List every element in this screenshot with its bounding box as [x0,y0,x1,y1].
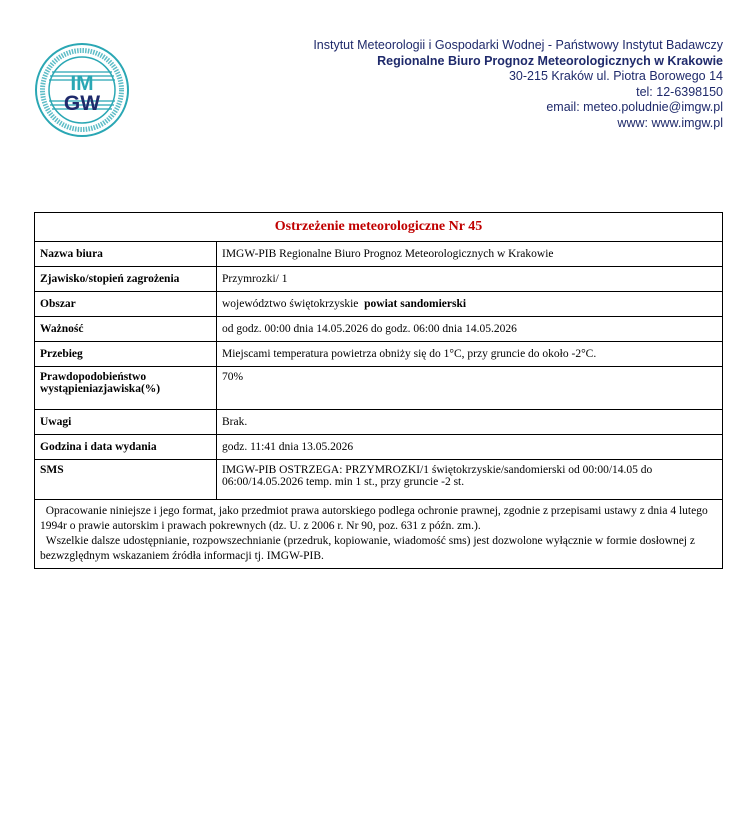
phone: tel: 12-6398150 [636,84,723,99]
logo-text-bottom: GW [63,92,101,115]
row-value-course: Miejscami temperatura powietrza obniży się do 1°C, przy gruncie do około -2°C. [217,342,723,367]
row-value-area [217,292,723,317]
office-name: Regionalne Biuro Prognoz Meteorologicznych w Krakowie [377,53,723,68]
row-label-notes: Uwagi [35,410,217,435]
table-row [35,292,723,317]
table-row [35,460,723,500]
row-value-sms: IMGW-PIB OSTRZEGA: PRZYMROZKI/1 świętokrzyskie/sandomierski od 00:00/14.05 do 06:00/14.05.2026 temp. min 1 st., przy gruncie -2 st. [217,460,723,500]
row-label-validity: Ważność [35,317,217,342]
row-value-issued: godz. 11:41 dnia 13.05.2026 [217,435,723,460]
row-label-phenomenon: Zjawisko/stopień zagrożenia [35,267,217,292]
row-label-course: Przebieg [35,342,217,367]
warning-title-row [35,213,723,242]
row-value-phenomenon: Przymrozki/ 1 [217,267,723,292]
legal-row [35,500,723,569]
table-row [35,342,723,367]
institute-header [313,38,723,131]
row-value-validity: od godz. 00:00 dnia 14.05.2026 do godz. 06:00 dnia 14.05.2026 [217,317,723,342]
table-row [35,317,723,342]
logo-text-top: IM [70,72,94,95]
row-value-notes: Brak. [217,410,723,435]
copyright-notice: Opracowanie niniejsze i jego format, jako przedmiot prawa autorskiego podlega ochronie prawnej, zgodnie z przepisami ustawy z dnia 4 lutego 1994r o prawie autorskim i prawach pokrewnych (dz. U. z 2006 r. Nr 90, poz. 631 z późn. zm.). [40,505,708,532]
row-label-issued: Godzina i data wydania [35,435,217,460]
legal-notice [35,500,723,569]
row-value-office: IMGW-PIB Regionalne Biuro Prognoz Meteorologicznych w Krakowie [217,242,723,267]
distribution-notice: Wszelkie dalsze udostępnianie, rozpowszechnianie (przedruk, kopiowanie, wiadomość sms) jest dozwolone wyłącznie w formie dosłownej z bezwzględnym wskazaniem źródła informacji tj. IMGW-PIB. [40,535,695,562]
website: www: www.imgw.pl [617,115,723,130]
warning-table [34,212,723,569]
row-label-office: Nazwa biura [35,242,217,267]
area-voivodeship: województwo świętokrzyskie [222,298,359,310]
address: 30-215 Kraków ul. Piotra Borowego 14 [508,69,723,83]
table-row [35,242,723,267]
row-label-sms: SMS [35,460,217,500]
area-county: powiat sandomierski [364,298,467,310]
row-label-probability: Prawdopodobieństwo wystąpieniazjawiska(%) [35,367,217,410]
table-row [35,435,723,460]
imgw-logo [34,42,130,138]
institute-name: Instytut Meteorologii i Gospodarki Wodnej - Państwowy Instytut Badawczy [313,38,723,52]
row-label-area: Obszar [35,292,217,317]
table-row [35,367,723,410]
row-value-probability: 70% [217,367,723,410]
table-row [35,267,723,292]
warning-title: Ostrzeżenie meteorologiczne Nr 45 [35,213,723,242]
table-row [35,410,723,435]
email: email: meteo.poludnie@imgw.pl [546,100,723,114]
